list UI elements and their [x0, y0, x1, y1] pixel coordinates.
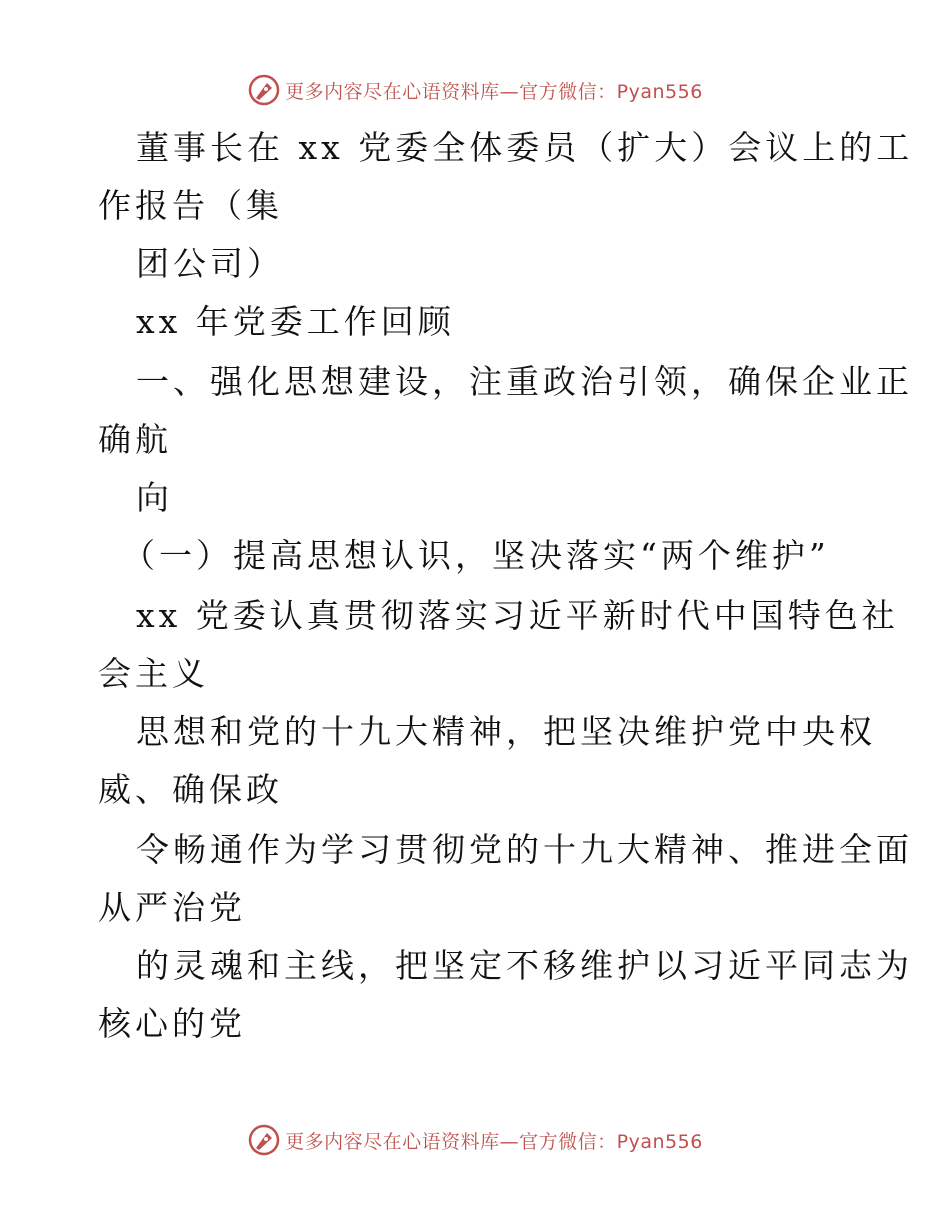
- footer-banner-text: 更多内容尽在心语资料库—官方微信：Pyan556: [285, 1130, 703, 1153]
- document-body: [0, 118, 950, 1118]
- document-line: 团公司）: [136, 244, 284, 283]
- document-line: 作报告（集: [98, 186, 283, 225]
- pen-nib-logo-icon: [247, 1123, 281, 1157]
- document-line: 思想和党的十九大精神，把坚决维护党中央权: [136, 712, 876, 751]
- document-line: 一、强化思想建设，注重政治引领，确保企业正: [136, 362, 913, 401]
- document-line: 董事长在 xx 党委全体委员（扩大）会议上的工: [136, 128, 914, 167]
- document-line: 向: [136, 478, 173, 517]
- footer-banner: [0, 1120, 950, 1160]
- document-line: （一）提高思想认识，坚决落实“两个维护”: [122, 536, 830, 575]
- document-line: 从严治党: [98, 888, 246, 927]
- document-line: 核心的党: [98, 1004, 246, 1043]
- pen-nib-logo-icon: [247, 73, 281, 107]
- document-line: 会主义: [98, 654, 209, 693]
- document-line: 确航: [98, 420, 172, 459]
- document-line: xx 年党委工作回顾: [136, 302, 455, 341]
- document-line: 的灵魂和主线，把坚定不移维护以习近平同志为: [136, 946, 913, 985]
- header-banner: [0, 70, 950, 110]
- document-line: 威、确保政: [98, 770, 283, 809]
- document-line: 令畅通作为学习贯彻党的十九大精神、推进全面: [136, 830, 913, 869]
- document-line: xx 党委认真贯彻落实习近平新时代中国特色社: [136, 596, 899, 635]
- header-banner-text: 更多内容尽在心语资料库—官方微信：Pyan556: [285, 80, 703, 103]
